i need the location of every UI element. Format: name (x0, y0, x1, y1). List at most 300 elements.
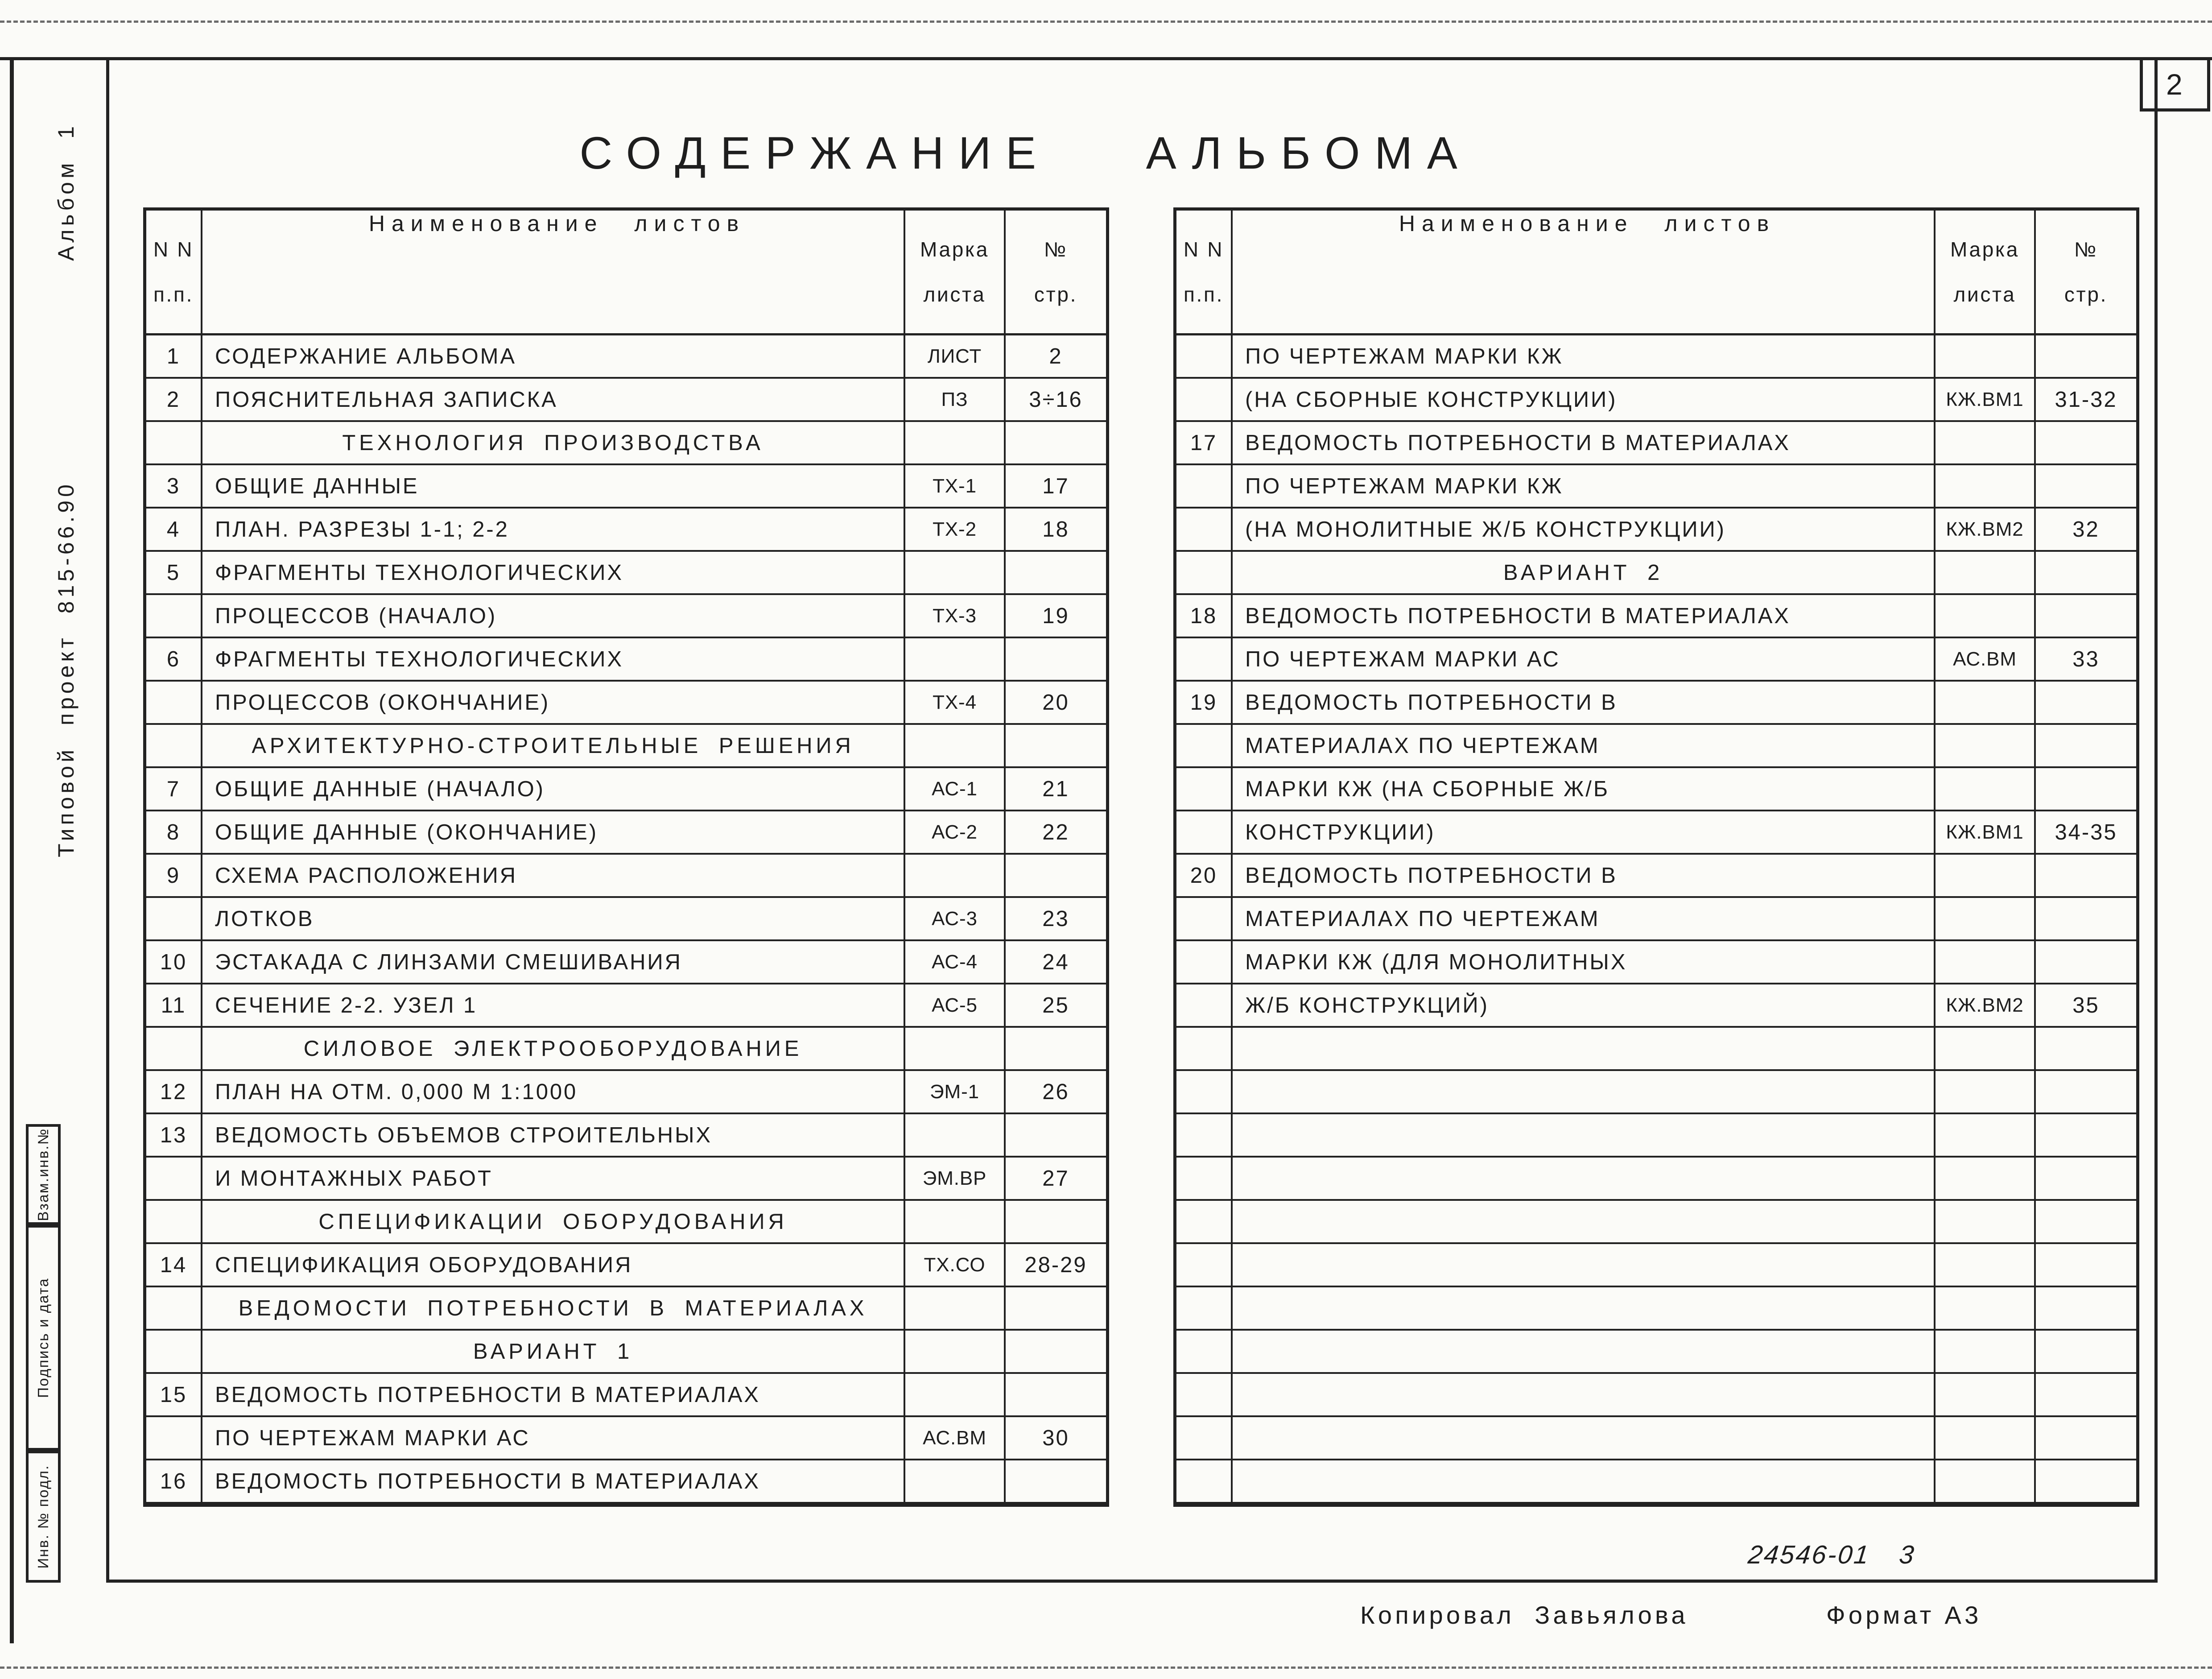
table-row (1176, 335, 2136, 379)
mark-cell: КЖ.ВМ2 (1936, 509, 2036, 550)
num-cell: 20 (1176, 855, 1233, 896)
mark-cell (1936, 1244, 2036, 1286)
header-label: N N (1183, 238, 1224, 261)
name-cell (1233, 1201, 1936, 1242)
mark-cell (1936, 422, 2036, 463)
table-row (1176, 811, 2136, 855)
torn-edge-top (0, 21, 2212, 23)
num-cell (146, 725, 202, 766)
mark-cell: КЖ.ВМ1 (1936, 811, 2036, 853)
num-cell (1176, 1071, 1233, 1112)
name-cell: ВАРИАНТ 1 (202, 1331, 905, 1372)
num-cell (146, 1287, 202, 1329)
num-cell (1176, 638, 1233, 680)
page-cell: 20 (1042, 690, 1069, 715)
header-label: листа (1953, 282, 2016, 306)
table-row (1176, 941, 2136, 984)
header-label: Марка (920, 238, 990, 261)
table-row (1176, 1071, 2136, 1114)
mark-cell (905, 422, 1006, 463)
num-cell (146, 1417, 202, 1459)
mark-cell (905, 1331, 1006, 1372)
mark-cell (905, 1374, 1006, 1415)
header-name-cell (202, 211, 905, 333)
num-cell (146, 1028, 202, 1069)
name-cell: Ж/Б КОНСТРУКЦИЙ) (1233, 984, 1936, 1026)
handwritten-doc-number: 24546-01 3 (1746, 1540, 1917, 1569)
name-cell: КОНСТРУКЦИИ) (1233, 811, 1936, 853)
mark-cell (1936, 855, 2036, 896)
num-cell (146, 1331, 202, 1372)
table-row (146, 335, 1106, 379)
name-cell (1233, 1287, 1936, 1329)
page-number: 2 (2166, 68, 2184, 101)
mark-cell: КЖ.ВМ1 (1936, 379, 2036, 420)
mark-cell: ТХ-2 (905, 509, 1006, 550)
num-cell (1176, 725, 1233, 766)
mark-cell (1936, 335, 2036, 377)
mark-cell: АС-5 (905, 984, 1006, 1026)
num-cell: 4 (146, 509, 202, 550)
mark-cell: АС.ВМ (905, 1417, 1006, 1459)
page-cell (1006, 1331, 1106, 1372)
name-cell: ВАРИАНТ 2 (1233, 552, 1936, 593)
name-cell: ВЕДОМОСТЬ ПОТРЕБНОСТИ В МАТЕРИАЛАХ (202, 1460, 905, 1502)
name-cell: ПО ЧЕРТЕЖАМ МАРКИ КЖ (1233, 335, 1936, 377)
num-cell: 5 (146, 552, 202, 593)
num-cell (146, 682, 202, 723)
mark-cell: ТХ-3 (905, 595, 1006, 637)
section-row (146, 422, 1106, 465)
name-cell (1233, 1071, 1936, 1112)
mark-cell (1936, 1114, 2036, 1156)
name-cell: ВЕДОМОСТЬ ПОТРЕБНОСТИ В (1233, 682, 1936, 723)
name-cell: ПРОЦЕССОВ (ОКОНЧАНИЕ) (202, 682, 905, 723)
page-cell (2036, 855, 2136, 896)
header-mark-cell (1936, 211, 2036, 333)
left-table-rows (146, 335, 1106, 1504)
name-cell: ПО ЧЕРТЕЖАМ МАРКИ КЖ (1233, 465, 1936, 507)
num-cell: 11 (146, 984, 202, 1026)
mark-cell (1936, 768, 2036, 810)
page-cell (2036, 1028, 2136, 1069)
header-label: № (1044, 238, 1068, 261)
mark-cell (1936, 1417, 2036, 1459)
num-cell (1176, 1028, 1233, 1069)
sheet-left-line (10, 57, 14, 1643)
mark-cell (905, 1460, 1006, 1502)
stamp-album-label: Альбом 1 (54, 122, 78, 261)
mark-cell: ЭМ-1 (905, 1071, 1006, 1112)
right-table-rows (1176, 335, 2136, 1504)
page-cell (1006, 1287, 1106, 1329)
page-cell (2036, 1331, 2136, 1372)
mark-cell (1936, 552, 2036, 593)
table-row (1176, 682, 2136, 725)
table-row (1176, 379, 2136, 422)
page-cell (2036, 1417, 2136, 1459)
name-cell (1233, 1028, 1936, 1069)
num-cell (146, 898, 202, 939)
stamp-box-podpis-data (26, 1225, 61, 1451)
page-cell: 17 (1042, 474, 1069, 498)
mark-cell (1936, 1374, 2036, 1415)
header-label: Наименование листов (1399, 211, 1776, 236)
table-row (146, 984, 1106, 1028)
page-title: СОДЕРЖАНИЕ АЛЬБОМА (579, 128, 1472, 178)
page-number-box (2140, 57, 2210, 112)
table-row (1176, 855, 2136, 898)
table-row (1176, 1114, 2136, 1158)
table-row (146, 1114, 1106, 1158)
page-cell (2036, 552, 2136, 593)
name-cell: (НА МОНОЛИТНЫЕ Ж/Б КОНСТРУКЦИИ) (1233, 509, 1936, 550)
table-row (146, 1244, 1106, 1287)
name-cell: МАТЕРИАЛАХ ПО ЧЕРТЕЖАМ (1233, 725, 1936, 766)
table-row (146, 1460, 1106, 1504)
mark-cell: АС-3 (905, 898, 1006, 939)
page-cell: 33 (2072, 647, 2100, 671)
num-cell: 9 (146, 855, 202, 896)
section-row (146, 725, 1106, 768)
num-cell: 1 (146, 335, 202, 377)
page-cell (2036, 335, 2136, 377)
table-row (1176, 595, 2136, 638)
num-cell (146, 595, 202, 637)
page-cell: 28-29 (1024, 1253, 1087, 1277)
name-cell: ФРАГМЕНТЫ ТЕХНОЛОГИЧЕСКИХ (202, 552, 905, 593)
num-cell: 13 (146, 1114, 202, 1156)
page-cell (2036, 898, 2136, 939)
table-row (146, 1071, 1106, 1114)
page-cell: 3÷16 (1029, 387, 1083, 412)
num-cell (1176, 509, 1233, 550)
contents-table-right (1173, 207, 2139, 1507)
table-row (146, 1158, 1106, 1201)
page-cell (2036, 941, 2136, 983)
table-row (1176, 1460, 2136, 1504)
page-cell (1006, 855, 1106, 896)
name-cell (1233, 1331, 1936, 1372)
mark-cell: ЭМ.ВР (905, 1158, 1006, 1199)
table-row (1176, 898, 2136, 941)
num-cell: 17 (1176, 422, 1233, 463)
table-row (146, 768, 1106, 811)
page-cell: 27 (1042, 1166, 1069, 1191)
mark-cell (905, 638, 1006, 680)
name-cell: ПО ЧЕРТЕЖАМ МАРКИ АС (202, 1417, 905, 1459)
name-cell: АРХИТЕКТУРНО-СТРОИТЕЛЬНЫЕ РЕШЕНИЯ (202, 725, 905, 766)
table-row (146, 941, 1106, 984)
mark-cell (1936, 682, 2036, 723)
name-cell: ПЛАН НА ОТМ. 0,000 М 1:1000 (202, 1071, 905, 1112)
table-row (146, 682, 1106, 725)
mark-cell (1936, 898, 2036, 939)
num-cell: 16 (146, 1460, 202, 1502)
page-cell (1006, 725, 1106, 766)
page-cell: 24 (1042, 950, 1069, 974)
mark-cell: АС-1 (905, 768, 1006, 810)
stamp-box-label: Взам.инв.№ (35, 1128, 51, 1221)
name-cell (1233, 1374, 1936, 1415)
table-row (1176, 1331, 2136, 1374)
page-cell (1006, 1028, 1106, 1069)
mark-cell (1936, 465, 2036, 507)
num-cell: 6 (146, 638, 202, 680)
name-cell: СХЕМА РАСПОЛОЖЕНИЯ (202, 855, 905, 896)
page-cell: 22 (1042, 820, 1069, 844)
num-cell (1176, 465, 1233, 507)
name-cell: ПО ЧЕРТЕЖАМ МАРКИ АС (1233, 638, 1936, 680)
table-row (1176, 1028, 2136, 1071)
name-cell: СЕЧЕНИЕ 2-2. УЗЕЛ 1 (202, 984, 905, 1026)
name-cell: СПЕЦИФИКАЦИЯ ОБОРУДОВАНИЯ (202, 1244, 905, 1286)
name-cell: ЭСТАКАДА С ЛИНЗАМИ СМЕШИВАНИЯ (202, 941, 905, 983)
num-cell (1176, 379, 1233, 420)
header-label: п.п. (153, 282, 194, 306)
name-cell: МАТЕРИАЛАХ ПО ЧЕРТЕЖАМ (1233, 898, 1936, 939)
name-cell: МАРКИ КЖ (ДЛЯ МОНОЛИТНЫХ (1233, 941, 1936, 983)
page-cell: 35 (2072, 993, 2100, 1017)
mark-cell (905, 552, 1006, 593)
page-cell (1006, 1114, 1106, 1156)
stamp-project-label: Типовой проект 815-66.90 (54, 481, 78, 857)
header-label: стр. (1034, 282, 1078, 306)
page-cell (2036, 725, 2136, 766)
table-row (1176, 1374, 2136, 1417)
section-row (146, 1028, 1106, 1071)
mark-cell (1936, 1201, 2036, 1242)
table-header (1176, 211, 2136, 335)
header-label: Наименование листов (368, 211, 746, 236)
table-row (146, 638, 1106, 682)
table-row (146, 465, 1106, 509)
mark-cell (1936, 1028, 2036, 1069)
mark-cell (1936, 1287, 2036, 1329)
mark-cell: АС-2 (905, 811, 1006, 853)
table-row (1176, 1158, 2136, 1201)
name-cell: МАРКИ КЖ (НА СБОРНЫЕ Ж/Б (1233, 768, 1936, 810)
page-cell (1006, 422, 1106, 463)
page-cell (2036, 768, 2136, 810)
page-cell: 31-32 (2055, 387, 2117, 412)
num-cell: 10 (146, 941, 202, 983)
num-cell (146, 1158, 202, 1199)
name-cell: СИЛОВОЕ ЭЛЕКТРООБОРУДОВАНИЕ (202, 1028, 905, 1069)
header-page-cell (2036, 211, 2136, 333)
name-cell: СПЕЦИФИКАЦИИ ОБОРУДОВАНИЯ (202, 1201, 905, 1242)
mark-cell (1936, 941, 2036, 983)
name-cell: ВЕДОМОСТЬ ПОТРЕБНОСТИ В МАТЕРИАЛАХ (1233, 595, 1936, 637)
table-row (146, 898, 1106, 941)
mark-cell: ТХ-1 (905, 465, 1006, 507)
name-cell: И МОНТАЖНЫХ РАБОТ (202, 1158, 905, 1199)
page-cell (2036, 1460, 2136, 1502)
num-cell (1176, 984, 1233, 1026)
num-cell (1176, 1417, 1233, 1459)
num-cell: 14 (146, 1244, 202, 1286)
stamp-box-vzam-inv (26, 1124, 61, 1225)
mark-cell (1936, 595, 2036, 637)
mark-cell (1936, 1071, 2036, 1112)
page-cell (1006, 638, 1106, 680)
mark-cell (905, 855, 1006, 896)
name-cell (1233, 1244, 1936, 1286)
num-cell: 8 (146, 811, 202, 853)
page-cell: 26 (1042, 1079, 1069, 1104)
page-cell (2036, 1201, 2136, 1242)
mark-cell (1936, 725, 2036, 766)
num-cell (1176, 941, 1233, 983)
num-cell (146, 422, 202, 463)
page-cell (2036, 1374, 2136, 1415)
name-cell: ВЕДОМОСТЬ ОБЪЕМОВ СТРОИТЕЛЬНЫХ (202, 1114, 905, 1156)
page-cell: 32 (2072, 517, 2100, 542)
page-cell: 25 (1042, 993, 1069, 1017)
header-num-cell (1176, 211, 1233, 333)
num-cell: 12 (146, 1071, 202, 1112)
page-cell (2036, 1158, 2136, 1199)
name-cell: ПРОЦЕССОВ (НАЧАЛО) (202, 595, 905, 637)
mark-cell: ПЗ (905, 379, 1006, 420)
header-mark-cell (905, 211, 1006, 333)
page-cell (1006, 1460, 1106, 1502)
mark-cell (1936, 1460, 2036, 1502)
page-cell (2036, 465, 2136, 507)
table-row (1176, 465, 2136, 509)
table-row (1176, 509, 2136, 552)
mark-cell: АС.ВМ (1936, 638, 2036, 680)
num-cell: 19 (1176, 682, 1233, 723)
section-row (146, 1201, 1106, 1244)
name-cell (1233, 1417, 1936, 1459)
table-row (1176, 422, 2136, 465)
header-label: листа (923, 282, 986, 306)
name-cell: ОБЩИЕ ДАННЫЕ (ОКОНЧАНИЕ) (202, 811, 905, 853)
mark-cell (905, 1028, 1006, 1069)
contents-table-left (143, 207, 1109, 1507)
table-row (1176, 638, 2136, 682)
page-cell (2036, 682, 2136, 723)
page-cell (2036, 1114, 2136, 1156)
name-cell: ТЕХНОЛОГИЯ ПРОИЗВОДСТВА (202, 422, 905, 463)
section-row (146, 1287, 1106, 1331)
stamp-box-label: Инв. № подл. (35, 1464, 51, 1569)
table-row (146, 811, 1106, 855)
name-cell: ВЕДОМОСТЬ ПОТРЕБНОСТИ В МАТЕРИАЛАХ (202, 1374, 905, 1415)
table-row (1176, 725, 2136, 768)
name-cell (1233, 1158, 1936, 1199)
num-cell (1176, 768, 1233, 810)
mark-cell (905, 725, 1006, 766)
header-page-cell (1006, 211, 1106, 333)
num-cell (1176, 1114, 1233, 1156)
table-row (146, 552, 1106, 595)
table-row (146, 509, 1106, 552)
mark-cell: ЛИСТ (905, 335, 1006, 377)
header-name-cell (1233, 211, 1936, 333)
mark-cell (1936, 1331, 2036, 1372)
page-cell (2036, 595, 2136, 637)
num-cell (146, 1201, 202, 1242)
name-cell: ОБЩИЕ ДАННЫЕ (НАЧАЛО) (202, 768, 905, 810)
section-row (1176, 552, 2136, 595)
num-cell: 7 (146, 768, 202, 810)
num-cell (1176, 1158, 1233, 1199)
name-cell: ОБЩИЕ ДАННЫЕ (202, 465, 905, 507)
table-header (146, 211, 1106, 335)
name-cell (1233, 1460, 1936, 1502)
header-num-cell (146, 211, 202, 333)
header-label: № (2074, 238, 2098, 261)
page-cell: 2 (1049, 344, 1063, 368)
name-cell: ВЕДОМОСТЬ ПОТРЕБНОСТИ В МАТЕРИАЛАХ (1233, 422, 1936, 463)
section-row (146, 1331, 1106, 1374)
page-cell: 21 (1042, 777, 1069, 801)
copied-by-label: Копировал Завьялова (1360, 1601, 1688, 1629)
page-cell (2036, 1287, 2136, 1329)
table-row (146, 379, 1106, 422)
page-cell (1006, 1201, 1106, 1242)
num-cell (1176, 898, 1233, 939)
name-cell: ФРАГМЕНТЫ ТЕХНОЛОГИЧЕСКИХ (202, 638, 905, 680)
name-cell: (НА СБОРНЫЕ КОНСТРУКЦИИ) (1233, 379, 1936, 420)
format-label: Формат А3 (1826, 1601, 1982, 1629)
name-cell: ВЕДОМОСТИ ПОТРЕБНОСТИ В МАТЕРИАЛАХ (202, 1287, 905, 1329)
table-row (1176, 1244, 2136, 1287)
table-row (1176, 984, 2136, 1028)
name-cell: ПОЯСНИТЕЛЬНАЯ ЗАПИСКА (202, 379, 905, 420)
page-cell (2036, 422, 2136, 463)
page-cell (2036, 1244, 2136, 1286)
num-cell: 3 (146, 465, 202, 507)
name-cell (1233, 1114, 1936, 1156)
num-cell (1176, 552, 1233, 593)
stamp-box-inv-podl (26, 1451, 61, 1583)
mark-cell: КЖ.ВМ2 (1936, 984, 2036, 1026)
header-label: п.п. (1183, 282, 1224, 306)
mark-cell (1936, 1158, 2036, 1199)
mark-cell: ТХ.СО (905, 1244, 1006, 1286)
table-row (1176, 1201, 2136, 1244)
page-cell (2036, 1071, 2136, 1112)
mark-cell: АС-4 (905, 941, 1006, 983)
page-cell (1006, 552, 1106, 593)
page-cell: 19 (1042, 604, 1069, 628)
page-cell: 18 (1042, 517, 1069, 542)
stamp-box-label: Подпись и дата (35, 1278, 51, 1398)
name-cell: ВЕДОМОСТЬ ПОТРЕБНОСТИ В (1233, 855, 1936, 896)
name-cell: ЛОТКОВ (202, 898, 905, 939)
table-row (146, 855, 1106, 898)
mark-cell (905, 1287, 1006, 1329)
table-row (1176, 1417, 2136, 1460)
num-cell (1176, 1201, 1233, 1242)
num-cell (1176, 1460, 1233, 1502)
num-cell (1176, 1374, 1233, 1415)
num-cell (1176, 335, 1233, 377)
table-row (1176, 768, 2136, 811)
mark-cell (905, 1201, 1006, 1242)
page-cell: 34-35 (2055, 820, 2117, 844)
name-cell: ПЛАН. РАЗРЕЗЫ 1-1; 2-2 (202, 509, 905, 550)
num-cell: 15 (146, 1374, 202, 1415)
table-row (146, 595, 1106, 638)
name-cell: СОДЕРЖАНИЕ АЛЬБОМА (202, 335, 905, 377)
header-label: N N (153, 238, 194, 261)
torn-edge-bottom (0, 1667, 2212, 1669)
num-cell (1176, 1244, 1233, 1286)
